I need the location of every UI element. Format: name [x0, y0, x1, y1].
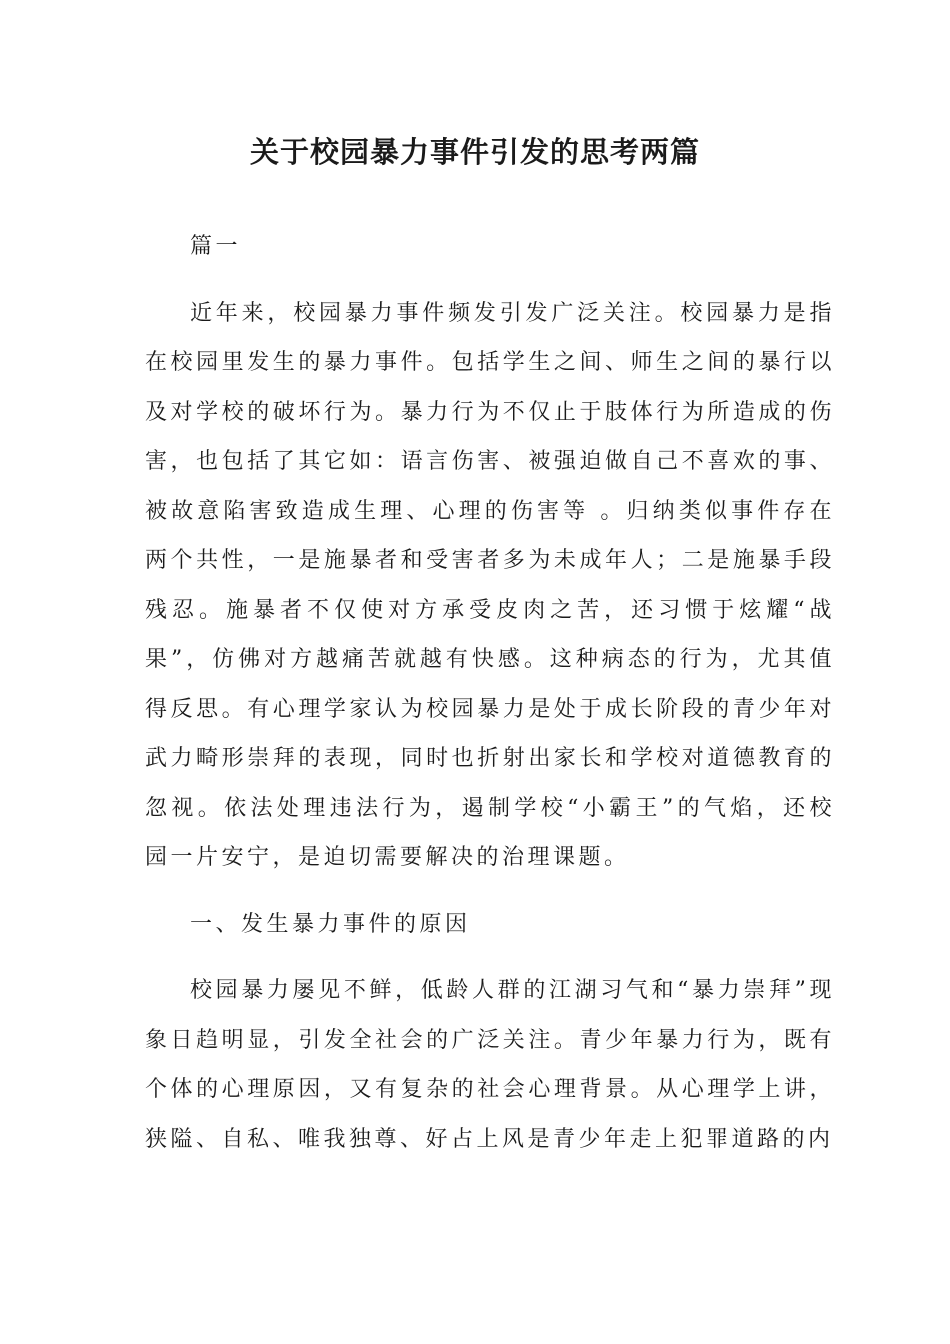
section-label: 篇一: [190, 234, 242, 259]
body-paragraph: 校园暴力屡见不鲜，低龄人群的江湖习气和“暴力崇拜”现象日趋明显，引发全社会的广泛关注。青少年暴力行为，既有个体的心理原因，又有复杂的社会心理背景。从心理学上讲，狭隘、自私、唯我独尊、好占上风是青少年走上犯罪道路的内: [145, 978, 835, 1152]
section-heading: 一、发生暴力事件的原因: [190, 911, 471, 937]
body-paragraph: 近年来，校园暴力事件频发引发广泛关注。校园暴力是指在校园里发生的暴力事件。包括学生之间、师生之间的暴行以及对学校的破坏行为。暴力行为不仅止于肢体行为所造成的伤害，也包括了其它如：语言伤害、被强迫做自己不喜欢的事、被故意陷害致造成生理、心理的伤害等 。归纳类似事件存在两个共性，一是施暴者和受害者多为未成年人；二是施暴手段残忍。施暴者不仅使对方承受皮肉之苦，还习惯于炫耀“战果”，仿佛对方越痛苦就越有快感。这种病态的行为，尤其值得反思。有心理学家认为校园暴力是处于成长阶段的青少年对武力畸形崇拜的表现，同时也折射出家长和学校对道德教育的忽视。依法处理违法行为，遏制学校“小霸王”的气焰，还校园一片安宁，是迫切需要解决的治理课题。: [145, 300, 835, 870]
document-title: 关于校园暴力事件引发的思考两篇: [249, 135, 700, 169]
document-body: [145, 222, 835, 1181]
